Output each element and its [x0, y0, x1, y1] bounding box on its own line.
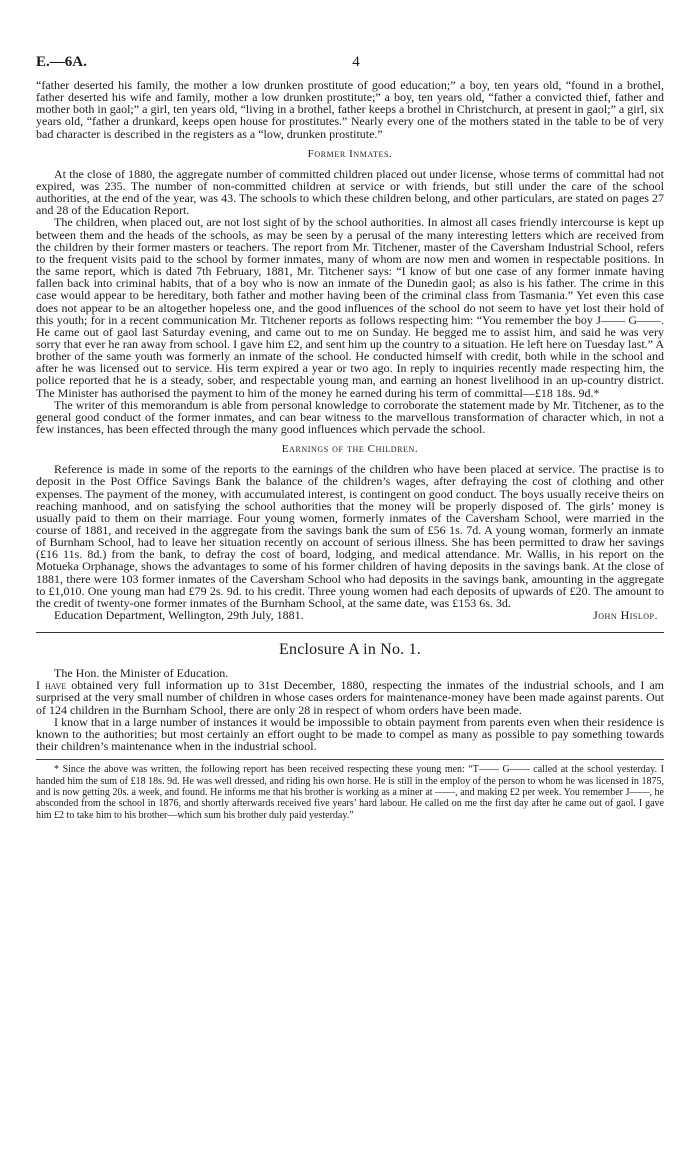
section-heading-former-inmates: Former Inmates.	[307, 147, 393, 160]
enclosure-paragraph: I know that in a large number of instances it would be impossible to obtain payment from parents even when their residence is known to the authorities; but most certainly an effort ought to be made to compel as many as possible to pay something towards their children’s maintenance when in the industrial school.	[36, 714, 664, 754]
body-paragraph: At the close of 1880, the aggregate number of committed children placed out under license, whose terms of committal had not expired, was 235. The number of non-committed children at service or with friends, but still under the care of the school authorities, at the end of the year, was 43. The schools to which these children belong, and other particulars, are stated on pages 27 and 28 of the Education Report.	[36, 166, 664, 218]
footnote: * Since the above was written, the following report has been received respecting these young men: “T—— G—— called at the school yesterday. I handed him the sum of £18 18s. 9d. He was well dressed, and riding his own horse. He is still in the employ of the person to whom he was licensed in 1875, and is now getting 20s. a week, and found. He informs me that his brother is working as a miner at ——, and making £2 per week. You remember J——, he absconded from the school in 1876, and shortly afterwards received five years’ hard labour. He called on me the first day after he came out of gaol. I gave him £2 to take him to his brother—which sum his brother duly paid yesterday.”	[36, 764, 664, 821]
place-date: Education Department, Wellington, 29th July, 1881.	[54, 608, 304, 623]
section-heading-earnings: Earnings of the Children.	[281, 443, 419, 456]
footnote-divider	[36, 759, 664, 760]
section-divider	[36, 632, 664, 633]
paragraph-text: obtained very full information up to 31st December, 1880, respecting the inmates of the industrial schools, and I am surprised at the very small number of children in whose cases orders for maintenance-money have been made against parents. Out of 124 children in the Burnham School, there are only 28 in respect of whom orders have been made.	[36, 678, 665, 717]
body-paragraph: The children, when placed out, are not lost sight of by the school authorities. In almost all cases friendly intercourse is kept up between them and the heads of the schools, as may be seen by a perusal of the many interesting letters which are received from the children by their former masters or teachers. The report from Mr. Titchener, master of the Caversham Industrial School, refers to the frequent visits paid to the school by former inmates, many of whom are now men and women in respectable positions. In the same report, which is dated 7th February, 1881, Mr. Titchener says: “I know of but one case of any former inmate having fallen back into criminal habits, that of a boy who is now an inmate of the Dunedin gaol; as also is his father. The crime in this case would appear to be hereditary, both father and mother having been of the criminal class from Tasmania.” Yet even this case does not appear to be an altogether hopeless one, and the good influences of the school do not seem to have yet lost their hold of this youth; for in a recent communication Mr. Titchener reports as follows respecting him: “You remember the boy J—— G——. He came out of gaol last Saturday evening, and came out to me on Sunday. He begged me to assist him, and said he was very sorry that ever he ran away from school. I gave him £2, and sent him up the country to a situation. He left here on Tuesday last.” A brother of the same youth was formerly an inmate of the school. He conducted himself with credit, both while in the school and after he was licensed out to service. His term expired a year or two ago. In reply to inquiries recently made respecting him, the police reported that he is a steady, sober, and respectable young man, and earning an honest livelihood in an up-country district. The Minister has authorised the payment to him of the money he earned during his term of committal—£18 18s. 9d.*	[36, 215, 664, 400]
document-reference: E.—6A.	[36, 54, 87, 70]
enclosure-paragraph	[36, 679, 664, 715]
intro-paragraph: “father deserted his family, the mother a low drunken prostitute of good education;” a boy, ten years old, “found in a brothel, father deserted his wife and family, mother a low drunken prostitute;” a boy, ten years old, “father a convicted thief, father and mother both in gaol;” a girl, ten years old, “living in a brothel, father keeps a brothel in Christchurch, at present in gaol;” a girl, six years old, “father a drunkard, keeps open house for prostitutes.” Nearly every one of the mothers stated in the table to be of very bad character is described in the registers as a “low, drunken prostitute.”	[36, 78, 664, 141]
enclosure-title: Enclosure A in No. 1.	[279, 641, 421, 659]
page-content	[36, 79, 664, 821]
signer-name: John Hislop.	[593, 608, 658, 623]
page-header	[36, 54, 664, 74]
page-number: 4	[352, 54, 360, 70]
body-paragraph: The writer of this memorandum is able from personal knowledge to corroborate the statement made by Mr. Titchener, as to the general good conduct of the former inmates, and can bear witness to the marvellous transformation of character which, in not a few instances, has been effected through the many good influences which pervade the school.	[36, 397, 664, 437]
enclosure-addressee: The Hon. the Minister of Education.	[54, 666, 229, 681]
body-paragraph: Reference is made in some of the reports to the earnings of the children who have been placed at service. The practise is to deposit in the Post Office Savings Bank the balance of the children’s wages, after defraying the cost of clothing and other expenses. The payment of the money, with accumulated interest, is contingent on good conduct. The boys usually receive theirs on reaching manhood, and on satisfying the school authorities that the money will be properly disposed of. The girls’ money is usually paid to them on their marriage. Four young women, formerly inmates of the Caversham School, were married in the course of 1881, and received in the aggregate from the savings bank the sum of £56 1s. 7d. A young woman, formerly an inmate of Burnham School, had to leave her situation recently on account of serious illness. She has been permitted to draw her savings (£16 11s. 8d.) from the bank, to defray the cost of board, lodging, and medical attendance. Mr. Wallis, in his report on the Motueka Orphanage, shows the advantages to some of his former children of having deposits in the savings bank. At the close of 1881, there were 103 former inmates of the Caversham School who had deposits in the savings bank, amounting in the aggregate to £1,010. One young man had £79 2s. 9d. to his credit. Three young women had each deposits of upwards of £20. The amount to the credit of twenty-one former inmates of the Burnham School, at the same date, was £153 6s. 3d.	[36, 462, 664, 610]
signature-block	[36, 609, 664, 622]
opening-words: I have	[36, 678, 67, 693]
